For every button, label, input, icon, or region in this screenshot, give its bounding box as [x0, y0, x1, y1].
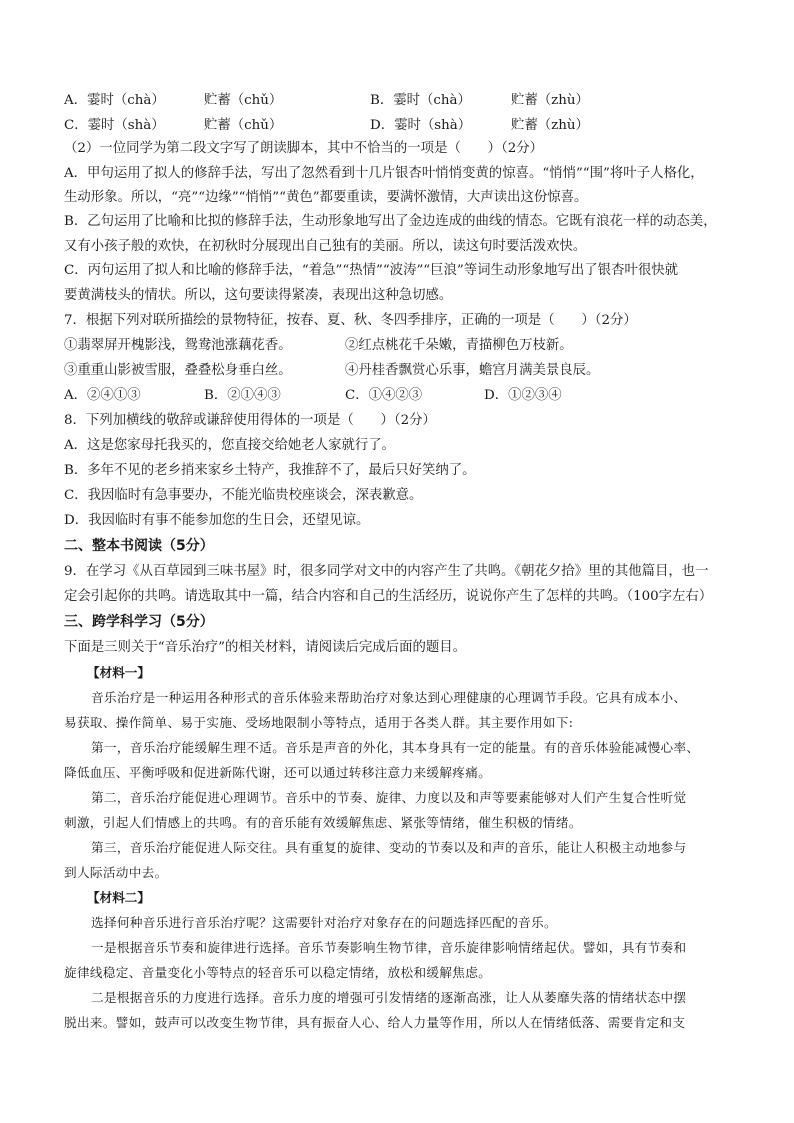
material-2-para2-line2: 旋律线稳定、音量变化小等特点的轻音乐可以稳定情绪，放松和缓解焦虑。: [64, 965, 492, 980]
material-1-para3-line2: 刺激，引起人们情感上的共鸣。有的音乐能有效缓解焦虑、紧张等情绪，催生积极的情绪。: [64, 815, 582, 830]
q7-option-a: A．②④①③: [64, 388, 141, 403]
q7-couplet-1: ①翡翠屏开槐影浅，鸳鸯池涨藕花香。: [64, 338, 292, 353]
q6-sub2-option-c-line1: C．丙句运用了拟人和比喻的修辞手法，“着急”“热情”“波涛”“巨浪”等词生动形象地写出了银杏叶很快就: [64, 263, 679, 278]
q9-line1: 9．在学习《从百草园到三味书屋》时，很多同学对文中的内容产生了共鸣。《朝花夕拾》里的其他篇目，也一: [64, 564, 709, 579]
option-text: 贮蓄（zhù）: [511, 118, 589, 133]
q6-sub2-stem: （2）一位同学为第二段文字写了朗读脚本，其中不恰当的一项是（ ）（2分）: [64, 141, 544, 156]
material-1-para4-line2: 到人际活动中去。: [64, 865, 168, 880]
q7-option-c: C．①④②③: [345, 388, 423, 403]
material-1-para2-line2: 降低血压、平衡呼吸和促进新陈代谢，还可以通过转移注意力来缓解疼痛。: [64, 765, 492, 780]
q8-option-d: D．我因临时有事不能参加您的生日会，还望见谅。: [64, 513, 370, 528]
q7-option-d: D．①②③④: [484, 388, 562, 403]
material-1-para4-line1: 第三，音乐治疗能促进人际交往。具有重复的旋律、变动的节奏以及和声的音乐，能让人积极主动地参与: [91, 840, 687, 855]
option-text: 贮蓄（chǔ）: [204, 118, 283, 133]
material-2-para3-line1: 二是根据音乐的力度进行选择。音乐力度的增强可引发情绪的逐渐高涨，让人从萎靡失落的情绪状态中摆: [91, 990, 687, 1005]
option-text: C．霎时（shà）: [64, 118, 165, 133]
q9-line2: 定会引起你的共鸣。请选取其中一篇，结合内容和自己的生活经历，说说你产生了怎样的共鸣。（100字左右）: [64, 589, 713, 604]
q7-couplet-2: ②红点桃花千朵嫩，青描柳色万枝新。: [345, 338, 573, 353]
q6-sub2-option-b-line2: 又有小孩子般的欢快，在初秋时分展现出自己独有的美丽。所以，读这句时要活泼欢快。: [64, 239, 587, 254]
section-3-heading: 三、跨学科学习（5分）: [64, 614, 214, 630]
material-1-para2-line1: 第一，音乐治疗能缓解生理不适。音乐是声音的外化，其本身具有一定的能量。有的音乐体验能减慢心率、: [91, 740, 700, 755]
q7-couplet-3: ③重重山影被雪服，叠叠松身垂白丝。: [64, 363, 292, 378]
option-text: A．霎时（chà）: [64, 93, 165, 108]
material-2-para2-line1: 一是根据音乐节奏和旋律进行选择。音乐节奏影响生物节律，音乐旋律影响情绪起伏。譬如，具有节奏和: [91, 940, 687, 955]
option-text: B．霎时（chà）: [370, 93, 471, 108]
material-1-label: 【材料一】: [87, 665, 150, 680]
q8-option-a: A．这是您家母托我买的，您直接交给她老人家就行了。: [64, 438, 396, 453]
q8-option-b: B．多年不见的老乡捎来家乡土特产，我推辞不了，最后只好笑纳了。: [64, 463, 476, 478]
q7-stem: 7．根据下列对联所描绘的景物特征，按春、夏、秋、冬四季排序，正确的一项是（ ）（2分）: [64, 313, 637, 328]
q8-stem: 8．下列加横线的敬辞或谦辞使用得体的一项是（ ）（2分）: [64, 413, 436, 428]
q6-sub2-option-b-line1: B．乙句运用了比喻和比拟的修辞手法，生动形象地写出了金边连成的曲线的情态。它既有浪花一样的动态美，: [64, 214, 717, 229]
q6-sub2-option-a-line1: A．甲句运用了拟人的修辞手法，写出了忽然看到十几片银杏叶悄悄变黄的惊喜。“悄悄”“围”将叶子人格化，: [64, 166, 704, 181]
material-1-para1-line1: 音乐治疗是一种运用各种形式的音乐体验来帮助治疗对象达到心理健康的心理调节手段。它具有成本小、: [91, 690, 687, 705]
section-2-heading: 二、整本书阅读（5分）: [64, 538, 214, 554]
q7-option-b: B．②①④③: [204, 388, 281, 403]
q7-couplet-4: ④丹桂香飘赏心乐事，蟾宫月满美景良辰。: [345, 363, 600, 378]
q8-option-c: C．我因临时有急事要办，不能光临贵校座谈会，深表歉意。: [64, 488, 423, 503]
option-text: 贮蓄（chǔ）: [204, 93, 283, 108]
option-text: 贮蓄（zhù）: [511, 93, 589, 108]
material-1-para3-line1: 第二，音乐治疗能促进心理调节。音乐中的节奏、旋律、力度以及和声等要素能够对人们产生复合性听觉: [91, 790, 687, 805]
material-2-para1: 选择何种音乐进行音乐治疗呢？这需要针对治疗对象存在的问题选择匹配的音乐。: [91, 915, 557, 930]
material-2-para3-line2: 脱出来。譬如，鼓声可以改变生物节律，具有振奋人心、给人力量等作用，所以人在情绪低落、需要肯定和支: [64, 1015, 686, 1030]
q6-sub2-option-c-line2: 要黄满枝头的情状。所以，这句要读得紧凑，表现出这种急切感。: [64, 288, 453, 303]
q6-sub2-option-a-line2: 生动形象。所以，“亮”“边缘”“悄悄”“黄色”都要重读，要满怀激情，大声读出这份惊喜。: [64, 190, 588, 205]
option-text: D．霎时（shà）: [370, 118, 472, 133]
material-1-para1-line2: 易获取、操作简单、易于实施、受场地限制小等特点，适用于各类人群。其主要作用如下:: [64, 715, 574, 730]
material-2-label: 【材料二】: [87, 890, 150, 905]
section-3-intro: 下面是三则关于“音乐治疗”的相关材料，请阅读后完成后面的题目。: [64, 640, 467, 655]
